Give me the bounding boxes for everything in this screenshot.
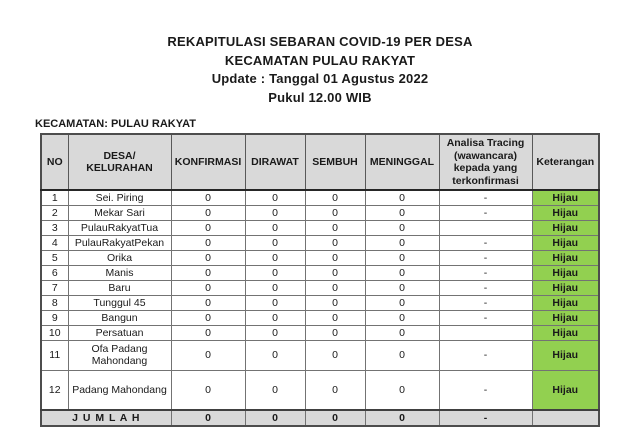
- col-header-konfirmasi: KONFIRMASI: [171, 134, 245, 190]
- cell-dirawat: 0: [245, 265, 305, 280]
- cell-sembuh: 0: [305, 340, 365, 370]
- cell-konfirmasi: 0: [171, 265, 245, 280]
- cell-dirawat: 0: [245, 325, 305, 340]
- cell-meninggal: 0: [365, 250, 439, 265]
- col-header-analisa-tracing: Analisa Tracing (wawancara) kepada yang terkonfirmasi: [439, 134, 532, 190]
- cell-sembuh: 0: [305, 310, 365, 325]
- cell-dirawat: 0: [245, 310, 305, 325]
- cell-meninggal: 0: [365, 310, 439, 325]
- table-row: [41, 325, 599, 340]
- cell-no: 8: [41, 295, 68, 310]
- cell-no: 1: [41, 190, 68, 205]
- cell-konfirmasi: 0: [171, 235, 245, 250]
- table-row: [41, 295, 599, 310]
- cell-jumlah-meninggal: 0: [365, 410, 439, 426]
- table-row: [41, 235, 599, 250]
- cell-desa: Persatuan: [68, 325, 171, 340]
- cell-dirawat: 0: [245, 280, 305, 295]
- cell-jumlah-keterangan: [532, 410, 599, 426]
- cell-keterangan-status: Hijau: [532, 220, 599, 235]
- cell-no: 9: [41, 310, 68, 325]
- table-row: [41, 310, 599, 325]
- cell-dirawat: 0: [245, 190, 305, 205]
- cell-keterangan-status: Hijau: [532, 295, 599, 310]
- cell-no: 10: [41, 325, 68, 340]
- cell-analisa: -: [439, 295, 532, 310]
- cell-sembuh: 0: [305, 205, 365, 220]
- cell-meninggal: 0: [365, 235, 439, 250]
- cell-analisa: [439, 220, 532, 235]
- report-title: REKAPITULASI SEBARAN COVID-19 PER DESA: [167, 34, 473, 49]
- table-header: [41, 134, 599, 190]
- cell-meninggal: 0: [365, 205, 439, 220]
- table-footer-row: [41, 410, 599, 426]
- cell-keterangan-status: Hijau: [532, 190, 599, 205]
- cell-konfirmasi: 0: [171, 295, 245, 310]
- col-header-no: NO: [41, 134, 68, 190]
- cell-keterangan-status: Hijau: [532, 250, 599, 265]
- cell-analisa: -: [439, 190, 532, 205]
- cell-dirawat: 0: [245, 220, 305, 235]
- cell-dirawat: 0: [245, 340, 305, 370]
- cell-analisa: -: [439, 370, 532, 410]
- covid-recap-table: [40, 133, 600, 427]
- table-row: [41, 190, 599, 205]
- table-row: [41, 205, 599, 220]
- report-update-date: Update : Tanggal 01 Agustus 2022: [211, 71, 429, 86]
- cell-no: 5: [41, 250, 68, 265]
- report-title-block: [0, 33, 640, 107]
- cell-no: 3: [41, 220, 68, 235]
- cell-meninggal: 0: [365, 220, 439, 235]
- cell-konfirmasi: 0: [171, 190, 245, 205]
- cell-konfirmasi: 0: [171, 370, 245, 410]
- cell-sembuh: 0: [305, 250, 365, 265]
- cell-dirawat: 0: [245, 235, 305, 250]
- col-header-meninggal: MENINGGAL: [365, 134, 439, 190]
- cell-jumlah-label: J U M L A H: [41, 410, 171, 426]
- cell-keterangan-status: Hijau: [532, 265, 599, 280]
- cell-keterangan-status: Hijau: [532, 340, 599, 370]
- cell-analisa: -: [439, 340, 532, 370]
- cell-no: 11: [41, 340, 68, 370]
- col-header-keterangan: Keterangan: [532, 134, 599, 190]
- col-header-desa: DESA/ KELURAHAN: [68, 134, 171, 190]
- cell-konfirmasi: 0: [171, 220, 245, 235]
- cell-desa: Manis: [68, 265, 171, 280]
- report-subtitle-kecamatan: KECAMATAN PULAU RAKYAT: [224, 52, 416, 68]
- col-header-dirawat: DIRAWAT: [245, 134, 305, 190]
- cell-keterangan-status: Hijau: [532, 310, 599, 325]
- cell-analisa: -: [439, 205, 532, 220]
- cell-jumlah-analisa: -: [439, 410, 532, 426]
- table-row: [41, 250, 599, 265]
- cell-desa: PulauRakyatPekan: [68, 235, 171, 250]
- cell-desa: Padang Mahondang: [68, 370, 171, 410]
- cell-keterangan-status: Hijau: [532, 280, 599, 295]
- cell-no: 7: [41, 280, 68, 295]
- cell-desa: Bangun: [68, 310, 171, 325]
- cell-konfirmasi: 0: [171, 250, 245, 265]
- cell-sembuh: 0: [305, 220, 365, 235]
- cell-sembuh: 0: [305, 190, 365, 205]
- cell-meninggal: 0: [365, 190, 439, 205]
- cell-dirawat: 0: [245, 370, 305, 410]
- cell-meninggal: 0: [365, 295, 439, 310]
- cell-sembuh: 0: [305, 370, 365, 410]
- cell-desa: Sei. Piring: [68, 190, 171, 205]
- cell-no: 2: [41, 205, 68, 220]
- table-row: [41, 280, 599, 295]
- table-row: [41, 265, 599, 280]
- cell-no: 12: [41, 370, 68, 410]
- cell-analisa: -: [439, 280, 532, 295]
- cell-konfirmasi: 0: [171, 340, 245, 370]
- cell-konfirmasi: 0: [171, 205, 245, 220]
- cell-dirawat: 0: [245, 295, 305, 310]
- cell-dirawat: 0: [245, 250, 305, 265]
- cell-desa: Tunggul 45: [68, 295, 171, 310]
- col-header-sembuh: SEMBUH: [305, 134, 365, 190]
- cell-desa: Ofa Padang Mahondang: [68, 340, 171, 370]
- cell-keterangan-status: Hijau: [532, 235, 599, 250]
- cell-desa: Orika: [68, 250, 171, 265]
- cell-desa: Baru: [68, 280, 171, 295]
- cell-analisa: [439, 325, 532, 340]
- cell-sembuh: 0: [305, 235, 365, 250]
- cell-jumlah-dirawat: 0: [245, 410, 305, 426]
- cell-keterangan-status: Hijau: [532, 370, 599, 410]
- cell-keterangan-status: Hijau: [532, 325, 599, 340]
- table-caption: KECAMATAN: PULAU RAKYAT: [35, 118, 196, 130]
- cell-sembuh: 0: [305, 325, 365, 340]
- table-row: [41, 340, 599, 370]
- cell-meninggal: 0: [365, 265, 439, 280]
- cell-konfirmasi: 0: [171, 325, 245, 340]
- cell-desa: PulauRakyatTua: [68, 220, 171, 235]
- cell-no: 6: [41, 265, 68, 280]
- cell-meninggal: 0: [365, 325, 439, 340]
- cell-no: 4: [41, 235, 68, 250]
- cell-sembuh: 0: [305, 265, 365, 280]
- cell-meninggal: 0: [365, 340, 439, 370]
- cell-keterangan-status: Hijau: [532, 205, 599, 220]
- table-body: [41, 190, 599, 426]
- cell-meninggal: 0: [365, 280, 439, 295]
- cell-jumlah-konfirmasi: 0: [171, 410, 245, 426]
- cell-dirawat: 0: [245, 205, 305, 220]
- cell-konfirmasi: 0: [171, 310, 245, 325]
- report-update-time: Pukul 12.00 WIB: [268, 89, 372, 105]
- cell-analisa: -: [439, 250, 532, 265]
- cell-konfirmasi: 0: [171, 280, 245, 295]
- cell-jumlah-sembuh: 0: [305, 410, 365, 426]
- cell-analisa: -: [439, 235, 532, 250]
- cell-sembuh: 0: [305, 295, 365, 310]
- cell-analisa: -: [439, 265, 532, 280]
- table-row: [41, 370, 599, 410]
- cell-analisa: -: [439, 310, 532, 325]
- cell-sembuh: 0: [305, 280, 365, 295]
- table-header-row: [41, 134, 599, 190]
- table-row: [41, 220, 599, 235]
- cell-meninggal: 0: [365, 370, 439, 410]
- cell-desa: Mekar Sari: [68, 205, 171, 220]
